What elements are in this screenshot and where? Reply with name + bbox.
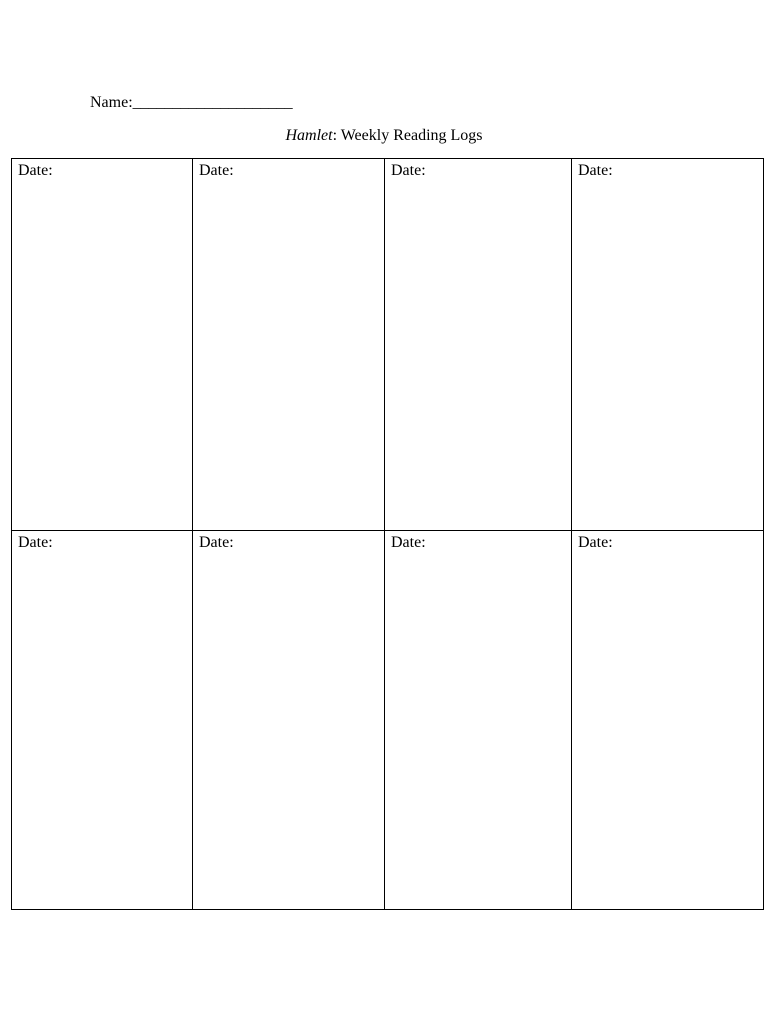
date-label: Date: [18,162,53,179]
date-label: Date: [199,162,234,179]
title-rest: : Weekly Reading Logs [332,127,483,144]
log-cell[interactable] [572,531,764,910]
page-title [0,126,768,146]
log-cell[interactable] [12,159,193,531]
log-cell[interactable] [193,159,385,531]
log-row [12,159,764,531]
name-blank-line[interactable]: ____________________ [132,94,293,111]
log-cell[interactable] [385,159,572,531]
title-work: Hamlet [285,127,333,144]
log-cell[interactable] [12,531,193,910]
date-label: Date: [18,534,53,551]
date-label: Date: [578,534,613,551]
log-cell[interactable] [572,159,764,531]
name-field [90,93,293,113]
date-label: Date: [578,162,613,179]
name-label: Name: [90,94,133,111]
reading-log-grid [11,158,764,910]
date-label: Date: [391,162,426,179]
log-cell[interactable] [193,531,385,910]
date-label: Date: [199,534,234,551]
log-cell[interactable] [385,531,572,910]
log-row [12,531,764,910]
date-label: Date: [391,534,426,551]
